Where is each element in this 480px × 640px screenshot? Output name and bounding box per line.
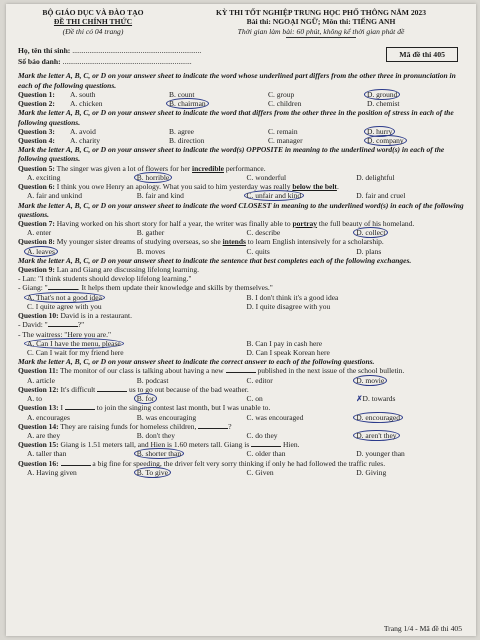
underlined-word: below the belt <box>292 182 337 192</box>
option-a[interactable]: A. chicken <box>70 99 103 109</box>
question-14 <box>18 422 466 431</box>
option-b[interactable]: B. fair and kind <box>136 191 184 201</box>
pen-circle-mark: B. chairman <box>166 98 209 109</box>
option-d[interactable]: D. younger than <box>356 449 405 459</box>
option-d[interactable]: D. I quite disagree with you <box>246 301 331 311</box>
question-text: They are raising funds for homeless children, <box>60 421 197 431</box>
option-c[interactable]: C. do they <box>246 430 278 440</box>
question-text: My younger sister dreams of studying overseas, so she <box>56 237 221 247</box>
question-8-options <box>18 247 466 256</box>
question-text: performance. <box>225 163 266 173</box>
option-a[interactable]: A. to <box>27 394 42 404</box>
pen-circle-mark: A. Can I have the menu, please <box>24 338 124 349</box>
option-a[interactable]: A. avoid <box>70 126 96 136</box>
option-b[interactable]: B. moves <box>136 246 166 256</box>
section-opposite <box>18 145 466 163</box>
question-text: a big fine for speeding, the driver felt very sorry thinking if only he had followed the traffic rules. <box>92 458 386 468</box>
pen-circle-mark: D. encouraged <box>353 412 403 423</box>
option-b[interactable]: B. I don't think it's a good idea <box>246 292 339 302</box>
question-label: Question 15: <box>18 440 59 450</box>
pen-circle-mark: D. ground <box>364 89 400 100</box>
exam-page <box>6 4 476 636</box>
instr-text: in meaning to the underlined word(s) in each of the following questions. <box>18 145 445 164</box>
option-a[interactable]: A. charity <box>70 135 100 145</box>
pen-circle-mark: B. horrible <box>134 172 173 183</box>
exam-code-box: Mã đề thi 405 <box>386 47 458 62</box>
question-13-options <box>18 413 466 422</box>
student-id-label: Số báo danh: <box>18 57 61 67</box>
question-13 <box>18 403 466 412</box>
answer-blank[interactable] <box>61 460 91 466</box>
answer-blank[interactable] <box>48 321 78 327</box>
question-label: Question 14: <box>18 421 59 431</box>
student-id-line[interactable]: .................................................................... <box>62 57 192 67</box>
question-label: Question 7: <box>18 218 55 228</box>
option-d[interactable] <box>356 376 466 385</box>
option-a[interactable]: A. encourages <box>27 412 70 422</box>
question-9-options <box>18 293 466 311</box>
question-16 <box>18 459 466 468</box>
instr-keyword: CLOSEST <box>238 200 272 210</box>
question-text: I <box>60 403 64 413</box>
option-a[interactable] <box>27 339 247 348</box>
question-label: Question 12: <box>18 384 59 394</box>
question-text: published in the next issue of the school bulletin. <box>257 366 405 376</box>
option-a[interactable]: A. article <box>27 375 55 385</box>
question-9 <box>18 265 466 274</box>
question-text: the full beauty of his homeland. <box>318 218 415 228</box>
question-text: to learn English intensively for a scholarship. <box>247 237 384 247</box>
underlined-word: incredible <box>192 163 224 173</box>
section-stress: Mark the letter A, B, C, or D on your answer sheet to indicate the word that differs from the other three in the position of stress in each of the following questions. <box>18 108 454 127</box>
answer-blank[interactable] <box>65 404 95 410</box>
option-c[interactable]: C. I quite agree with you <box>27 301 102 311</box>
pen-circle-mark: D. company <box>364 135 407 146</box>
pen-circle-mark: A. That's not a good idea <box>24 292 105 303</box>
exam-header <box>18 8 466 39</box>
option-c[interactable]: C. remain <box>268 126 298 136</box>
header-rule <box>286 37 356 38</box>
header-left <box>18 8 168 39</box>
option-d[interactable] <box>356 394 466 403</box>
section-closest <box>18 201 466 219</box>
section-pronunciation: Mark the letter A, B, C, or D on your answer sheet to indicate the word whose underlined part differs from the other three in pronunciation in each of the following questions. <box>18 71 456 90</box>
dialog-text: . It helps them update their knowledge and skills by themselves." <box>77 283 273 293</box>
option-d[interactable] <box>367 90 466 99</box>
question-16-options <box>18 468 466 477</box>
option-c[interactable]: C. describe <box>246 228 281 238</box>
q10-line-2: - The waitress: "Here you are." <box>18 329 112 339</box>
question-label: Question 8: <box>18 237 55 247</box>
question-label: Question 6: <box>18 182 55 192</box>
question-6 <box>18 182 466 191</box>
question-text: It's difficult <box>60 384 96 394</box>
question-1 <box>18 90 466 99</box>
question-text: ? <box>228 421 232 431</box>
pen-circle-mark: D. collect <box>353 227 388 238</box>
q10-line-1 <box>18 320 466 329</box>
section-exchange: Mark the letter A, B, C, or D on your answer sheet to indicate the sentence that best completes each of the following exchanges. <box>18 255 412 265</box>
question-2 <box>18 99 466 108</box>
question-label: Question 4: <box>18 135 55 145</box>
option-c[interactable]: C. wonderful <box>246 172 287 182</box>
question-11 <box>18 366 466 375</box>
option-d[interactable] <box>356 413 466 422</box>
option-b[interactable]: B. don't they <box>136 430 175 440</box>
question-label: Question 2: <box>18 99 55 109</box>
exam-time: Thời gian làm bài: 60 phút, không kể thời gian phát đề <box>237 26 405 36</box>
instr-text: Mark the letter A, B, C, or D on your answer sheet to indicate the word <box>18 200 237 210</box>
header-right <box>176 8 466 39</box>
question-label: Question 10: <box>18 311 59 321</box>
question-12-options <box>18 394 466 403</box>
dialog-text: - David: " <box>18 320 48 330</box>
question-6-options <box>18 191 466 200</box>
exam-body <box>18 71 466 477</box>
underlined-word: portray <box>292 218 318 228</box>
question-10 <box>18 311 466 320</box>
question-text: Lan and Giang are discussing lifelong learning. <box>56 265 200 275</box>
question-7-options <box>18 228 466 237</box>
question-text: to join the singing contest last month, but I was unable to. <box>96 403 271 413</box>
question-text: Giang is 1.51 meters tall, and Hien is 1.60 meters tall. Giang is <box>60 440 250 450</box>
option-c[interactable]: C. quits <box>246 246 270 256</box>
option-b[interactable] <box>169 99 268 108</box>
option-c[interactable]: C. editor <box>246 375 273 385</box>
pen-circle-mark: B. for <box>134 393 158 404</box>
instr-text: Mark the letter A, B, C, or D on your answer sheet to indicate the word(s) <box>18 145 245 155</box>
option-c[interactable] <box>247 191 357 200</box>
option-d[interactable]: D. plans <box>356 246 382 256</box>
option-a[interactable]: A. taller than <box>27 449 67 459</box>
option-d[interactable] <box>367 136 466 145</box>
underlined-word: intends <box>222 237 246 247</box>
instr-text: in meaning to the underlined word(s) in each of the following questions. <box>18 200 464 219</box>
option-d[interactable]: D. Can I speak Korean here <box>246 348 330 358</box>
option-a[interactable]: A. are they <box>27 430 61 440</box>
option-c[interactable]: C. children <box>268 99 302 109</box>
question-12 <box>18 385 466 394</box>
question-text: Hien. <box>282 440 300 450</box>
pen-circle-mark: D. movie <box>353 375 387 386</box>
student-name-line[interactable]: .................................................................... <box>72 46 202 56</box>
page-footer: Trang 1/4 - Mã đề thi 405 <box>383 624 462 633</box>
option-text: D. towards <box>362 394 396 404</box>
ministry-name: BỘ GIÁO DỤC VÀ ĐÀO TẠO <box>42 8 144 17</box>
option-c[interactable]: C. manager <box>268 135 303 145</box>
answer-blank[interactable] <box>198 423 228 429</box>
question-3 <box>18 127 466 136</box>
option-c[interactable]: C. older than <box>246 449 286 459</box>
official-label: ĐỀ THI CHÍNH THỨC <box>53 17 133 27</box>
option-b[interactable]: B. podcast <box>136 375 169 385</box>
question-label: Question 11: <box>18 366 59 376</box>
question-label: Question 9: <box>18 265 55 275</box>
pen-circle-mark: B. To give <box>134 467 171 478</box>
question-10-options <box>18 339 466 357</box>
student-info <box>18 45 466 67</box>
question-14-options <box>18 431 466 440</box>
option-a[interactable] <box>27 293 247 302</box>
question-8 <box>18 237 466 246</box>
question-label: Question 3: <box>18 126 55 136</box>
option-c[interactable]: C. Can I wait for my friend here <box>27 348 124 358</box>
question-text: David is in a restaurant. <box>60 311 132 321</box>
answer-blank[interactable] <box>251 441 281 447</box>
option-d[interactable] <box>356 228 466 237</box>
option-b[interactable]: B. count <box>169 89 195 99</box>
option-b[interactable]: B. Can I pay in cash here <box>246 338 323 348</box>
pen-cross-icon: ✗ <box>356 394 363 404</box>
question-text: Having worked on his short story for half a year, the writer was finally able to <box>56 218 291 228</box>
question-text: us to go out because of the bad weather. <box>129 384 249 394</box>
student-name-label: Họ, tên thí sinh: <box>18 46 71 56</box>
option-b[interactable]: B. gather <box>136 228 165 238</box>
option-c[interactable]: C. group <box>268 89 295 99</box>
option-c[interactable]: C. Given <box>246 467 274 477</box>
question-label: Question 1: <box>18 89 55 99</box>
option-b[interactable] <box>137 394 247 403</box>
pen-circle-mark: D. hurry <box>364 126 395 137</box>
question-5 <box>18 164 466 173</box>
option-d[interactable]: D. fair and cruel <box>356 191 406 201</box>
option-b[interactable] <box>137 468 247 477</box>
exam-title: KỲ THI TỐT NGHIỆP TRUNG HỌC PHỔ THÔNG NĂM 2023 <box>215 8 427 17</box>
dialog-text: - Giang: " <box>18 283 48 293</box>
pen-circle-mark: D. aren't they <box>353 430 399 441</box>
instr-keyword: OPPOSITE <box>246 145 283 155</box>
section-correct: Mark the letter A, B, C, or D on your answer sheet to indicate the correct answer to each of the following questions. <box>18 357 375 367</box>
pen-circle-mark: C. unfair and kind <box>244 190 305 201</box>
exam-subject: Bài thi: NGOẠI NGỮ; Môn thi: TIẾNG ANH <box>246 17 396 27</box>
option-b[interactable] <box>137 449 247 458</box>
option-a[interactable]: A. exciting <box>27 172 61 182</box>
question-label: Question 16: <box>18 458 59 468</box>
option-b[interactable] <box>137 173 247 182</box>
option-b[interactable]: B. agree <box>169 126 194 136</box>
pen-circle-mark: A. leaves <box>24 246 58 257</box>
question-7 <box>18 219 466 228</box>
dialog-text: ?" <box>77 320 85 330</box>
option-c[interactable]: C. on <box>246 394 263 404</box>
option-a[interactable] <box>27 247 137 256</box>
option-c[interactable]: C. was encouraged <box>246 412 304 422</box>
question-text: . <box>336 182 339 192</box>
option-d[interactable]: D. chemist <box>367 99 400 109</box>
question-11-options <box>18 376 466 385</box>
option-a[interactable]: A. fair and unkind <box>27 191 82 201</box>
option-a[interactable]: A. enter <box>27 228 52 238</box>
question-4 <box>18 136 466 145</box>
option-b[interactable]: B. was encouraging <box>136 412 197 422</box>
q9-line-2 <box>18 283 466 292</box>
question-label: Question 13: <box>18 403 59 413</box>
question-text: I think you owe Henry an apology. What you said to him yesterday was really <box>56 182 291 192</box>
q9-line-1: - Lan: "I think students should develop lifelong learning." <box>18 274 192 284</box>
question-label: Question 5: <box>18 163 55 173</box>
answer-blank[interactable] <box>48 284 78 290</box>
question-text: The singer was given a lot of flowers for her <box>56 163 191 173</box>
answer-blank[interactable] <box>97 386 127 392</box>
answer-blank[interactable] <box>226 367 256 373</box>
option-b[interactable]: B. direction <box>169 135 205 145</box>
question-15-options <box>18 449 466 458</box>
question-5-options <box>18 173 466 182</box>
option-a[interactable]: A. Having given <box>27 467 77 477</box>
question-text: The monitor of our class is talking about having a new <box>59 366 224 376</box>
page-count: (Đề thi có 04 trang) <box>62 26 124 36</box>
option-d[interactable]: D. delightful <box>356 172 395 182</box>
option-d[interactable]: D. Giving <box>356 467 387 477</box>
question-15 <box>18 440 466 449</box>
option-d[interactable] <box>356 431 466 440</box>
pen-circle-mark: B. shorter than <box>134 448 184 459</box>
option-a[interactable]: A. south <box>70 89 96 99</box>
